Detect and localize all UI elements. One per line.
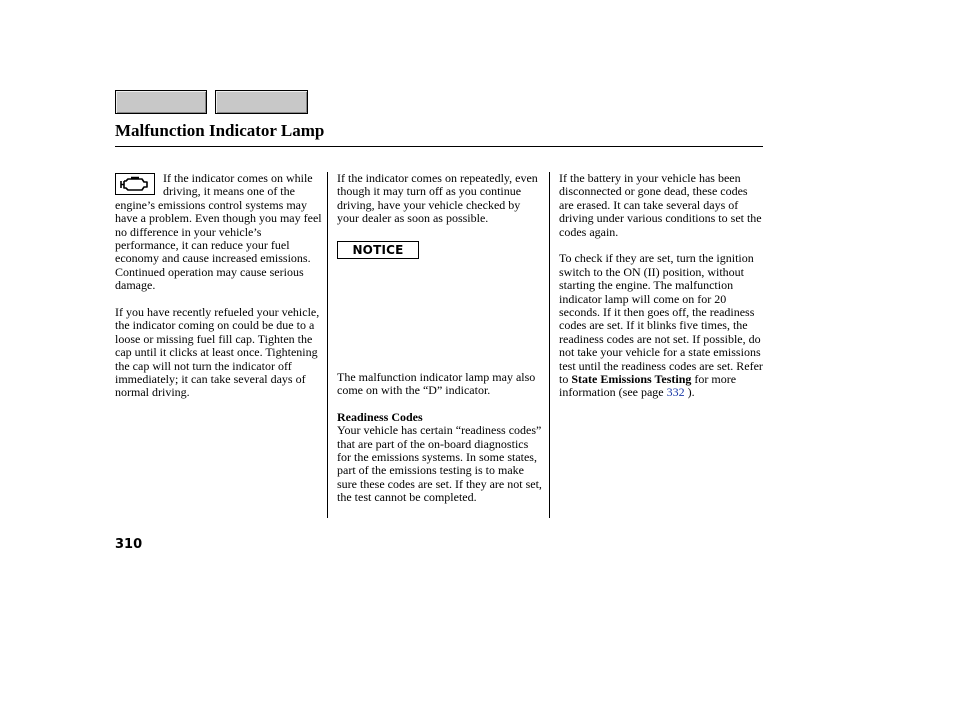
paragraph: To check if they are set, turn the ignition switch to the ON (II) position, without starting the engine. The malfunction indicator lamp will come on for 20 seconds. If it then goes off, the readiness codes are set. If it blinks five times, the readiness codes are not set. If possible, do not take your vehicle for a state emissions test until the readiness codes are set. Refer to State Emissions Testing for more information (see page 332 ). — [559, 251, 763, 400]
paragraph: If the battery in your vehicle has been disconnected or gone dead, these codes are erased. It can take several days of driving under various conditions to set the codes again. — [559, 171, 762, 239]
text-paragraph: If the indicator comes on while driving, it means one of the engine’s emissions control systems may have a problem. Even though you may feel no difference in your vehicle’s performance, it can reduce your fuel economy and cause increased emissions. Continued operation may cause serious damage. — [115, 171, 322, 293]
nav-button-previous[interactable] — [115, 90, 207, 114]
section-heading: Readiness Codes — [337, 409, 423, 424]
cross-reference-title: State Emissions Testing — [571, 372, 692, 387]
check-engine-icon — [115, 173, 155, 195]
page-reference-link[interactable]: 332 — [666, 385, 685, 400]
paragraph — [115, 172, 322, 293]
column-1 — [115, 172, 322, 400]
column-divider — [549, 172, 550, 518]
column-2 — [337, 172, 542, 505]
notice-label: NOTICE — [337, 241, 419, 259]
paragraph: The malfunction indicator lamp may also come on with the “D” indicator. — [337, 369, 536, 398]
column-divider — [327, 172, 328, 518]
title-divider — [115, 146, 763, 147]
paragraph: If the indicator comes on repeatedly, even though it may turn off as you continue driving, have your vehicle checked by your dealer as soon as possible. — [337, 171, 538, 226]
paragraph: If you have recently refueled your vehicle, the indicator coming on could be due to a loose or missing fuel fill cap. Tighten the cap until it clicks at least once. Tightening the cap will not turn the indicator off immediately; it can take several days of normal driving. — [115, 305, 320, 400]
page-title: Malfunction Indicator Lamp — [115, 121, 325, 140]
page-number: 310 — [115, 537, 143, 552]
column-3 — [559, 172, 764, 400]
paragraph: Your vehicle has certain “readiness codes” that are part of the on-board diagnostics for the emissions systems. In some states, part of the emissions testing is to make sure these codes are set. If they are not set, the test cannot be completed. — [337, 423, 542, 505]
nav-button-next[interactable] — [215, 90, 308, 114]
